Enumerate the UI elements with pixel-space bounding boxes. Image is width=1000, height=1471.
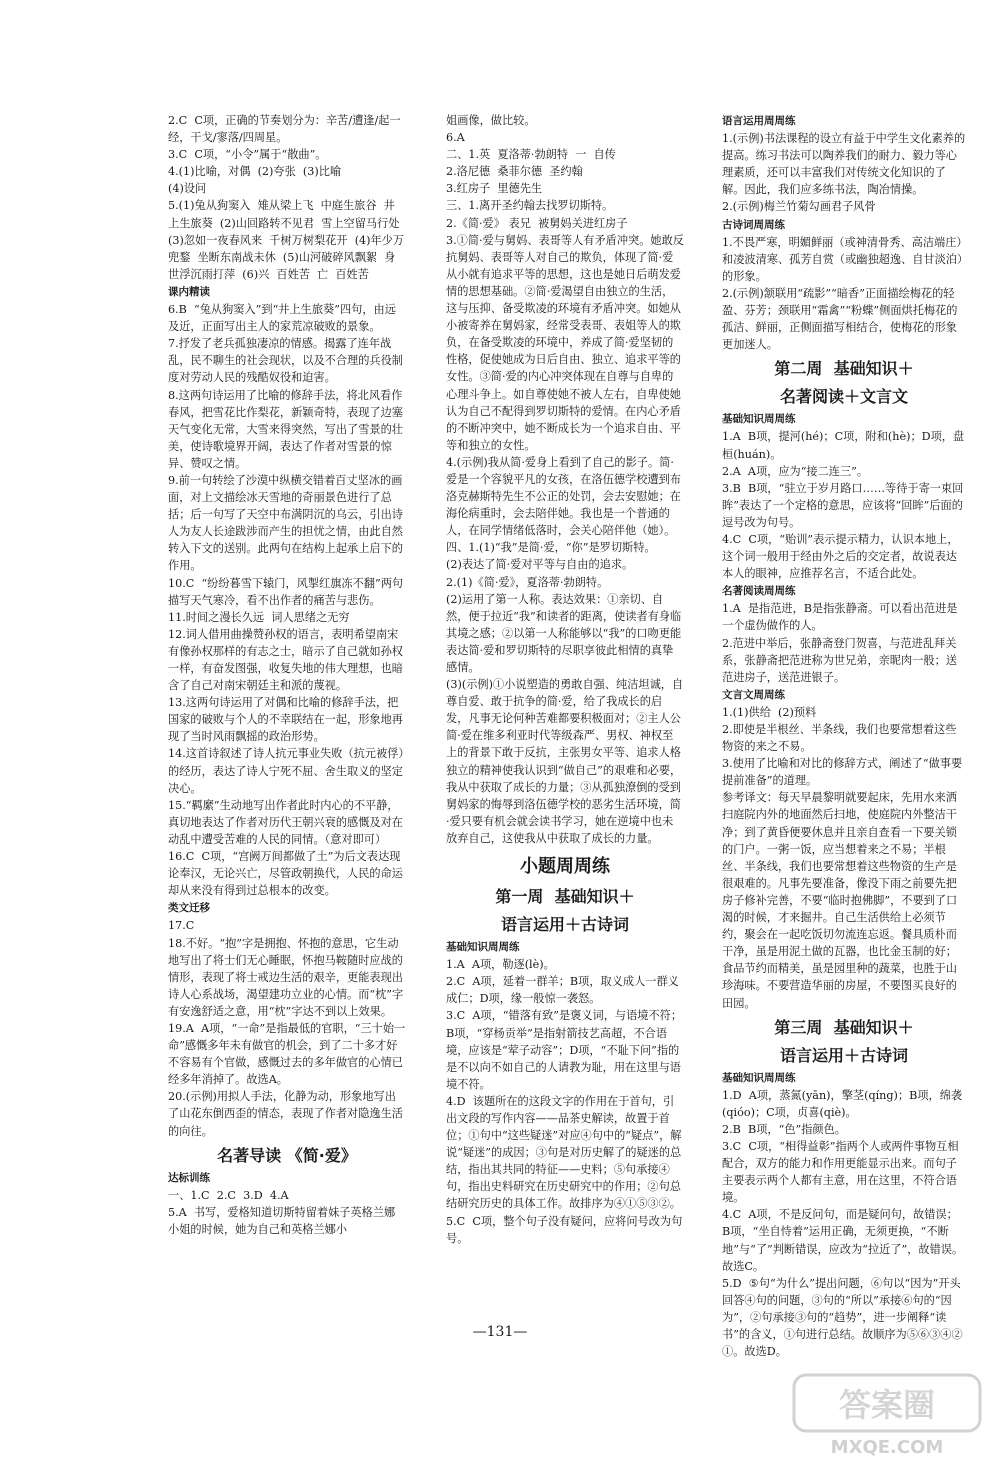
answer-paragraph: 11.时间之漫长久远 词人思绪之无穷 (168, 610, 350, 624)
section-heading: 基础知识周周练 (446, 941, 520, 954)
answer-paragraph: 14.这首诗叙述了诗人抗元事业失败（抗元被俘）的经历，表达了诗人宁死不屈、舍生取义的坚定决心。 (168, 747, 404, 795)
answer-paragraph: 5.A 书写，爱格知道切斯特留着妹子英格兰娜小姐的时候，她为自己和英格兰娜小 (168, 1205, 396, 1236)
section-heading: 文言文周周练 (722, 688, 785, 701)
answer-paragraph: 6.B “兔从狗窦入”到“井上生旅葵”四句，由远及近，正面写出主人的家荒凉破败的景象。 (168, 303, 396, 334)
answer-paragraph: 1.(示例)书法课程的设立有益于中学生文化素养的提高。练习书法可以陶养我们的耐力、毅力等心理素质，还可以丰富我们对传统文化知识的了解。因此，我们应多练书法，陶冶情操。 (722, 132, 966, 197)
answer-paragraph: 1.A 是指范进，B是指张静斋。可以看出范进是一个虚伪做作的人。 (722, 602, 958, 633)
answer-paragraph: 3.使用了比喻和对比的修辞方式，阐述了“做事要提前准备”的道理。 (722, 757, 963, 788)
answer-paragraph: 二、1.英 夏洛蒂·勃朗特 一 自传 (446, 148, 616, 162)
chapter-heading: 第二周 基础知识＋ (774, 359, 914, 379)
column-middle (446, 112, 684, 1247)
answer-paragraph: 18.不好。“抱”字是拥抱、怀抱的意思，它生动地写出了将士们无心睡眠，怀抱马鞍随时应战的情形，表现了将士戒边生活的艰辛，更能表现出诗人心系战场，渴望建功立业的心情。而“枕”字有安逸舒适之意，用“枕”字达不到以上效果。 (168, 936, 404, 1018)
answer-paragraph: 姐画像，做比较。 (446, 114, 536, 127)
answer-paragraph: 6.A (446, 131, 465, 145)
answer-paragraph: 参考译文：每天早晨黎明就要起床，先用水来洒扫庭院内外的地面然后扫地，使庭院内外整洁干净；到了黄昏便要休息并且亲自查看一下要关锁的门户。一粥一饭，应当想着来之不易；半根丝、半条线，我们也要常想着这些物资的生产是很艰难的。凡事先要准备，像没下雨之前要先把房子修补完善，不要“临时抱佛脚”，不要到了口渴的时候，才来掘井。自己生活供给上必须节约，聚会在一起吃饭切勿流连忘返。餐具质朴而干净，虽是用泥土做的瓦器，也比金玉制的好；食品节约而精美，虽是园里种的蔬菜，也胜于山珍海味。不要营造华丽的房屋，不要图买良好的田园。 (722, 791, 958, 1010)
answer-paragraph: 10.C “纷纷暮雪下辕门，风掣红旗冻不翻”两句描写天气寒冷，看不出作者的痛苦与悲伤。 (168, 576, 404, 607)
answer-paragraph: 4.(1)比喻，对偶 (2)夸张 (3)比喻 (168, 165, 342, 179)
answer-paragraph: 2.A A项，应为“接二连三”。 (722, 464, 869, 478)
chapter-heading: 第三周 基础知识＋ (774, 1017, 914, 1037)
answer-paragraph: 2.C C项，正确的节奏划分为：辛苦/遭逢/起一经，干戈/寥落/四周星。 (168, 114, 401, 145)
answer-paragraph: 1.A B项，提河(hé)；C项，附和(hè)；D项，盘桓(huán)。 (722, 430, 965, 461)
answer-paragraph: 4.C C项，“贻训”表示提示精力，认识本地上，这个词一般用于经由外之后的交定者，故说表达本人的眼神，应推荐名言，不适合此处。 (722, 532, 959, 581)
answer-paragraph: 8.这两句诗运用了比喻的修辞手法，将北风看作春风，把雪花比作梨花，新颖奇特，表现了边塞天气变化无常，大雪来得突然，写出了雪景的壮美，使诗歌境界开阔，表达了作者对雪景的惊异、赞叹之情。 (168, 388, 403, 470)
answer-paragraph: 5.D ⑤句“为什么”提出问题，⑥句以“因为”开头回答④句的问题，③句的“所以”承接⑥句的“因为”，②句承接③句的“趋势”，进一步阐释“读书”的含义，①句进行总结。故顺序为⑤⑥③④②①。故选D。 (722, 1276, 963, 1359)
answer-paragraph: 15.“羁縻”生动地写出作者此时内心的不平静，真切地表达了作者对历代王朝兴衰的感慨及对在动乱中遭受苦难的人民的同情。（意对即可） (168, 798, 403, 846)
answer-paragraph: 5.(1)兔从狗窦入 雉从梁上飞 中庭生旅谷 井上生旅葵 (2)山回路转不见君 雪上空留马行处 (3)忽如一夜春风来 千树万树梨花开 (4)年少万兜鍪 坐断东南战未休 (5)山河破碎风飘絮 身世浮沉雨打萍 (6)兴 百姓苦 亡 百姓苦 (168, 199, 407, 281)
column-left (168, 112, 406, 1238)
answer-paragraph: 3.C A项，“错落有致”是褒义词，与语境不符；B项，“穿杨贡举”是指射箭技艺高超，不合语境，应该是“荤子动容”；D项，“不耻下问”指的是不以向不如自己的人请教为耻，用在这里与语境不符。 (446, 1009, 683, 1091)
answer-paragraph: 7.抒发了老兵孤独凄凉的情感。揭露了连年战乱，民不聊生的社会现状，以及不合理的兵役制度对劳动人民的残酷奴役和迫害。 (168, 337, 403, 385)
answer-paragraph: 16.C C项，“宫阙万间都做了土”为后文表达现论奉汉，无论兴亡，尽管政朝换代，人民的命运却从来没有得到过总根本的改变。 (168, 850, 403, 898)
answer-paragraph: 1.A A项，勒逐(lè)。 (446, 958, 555, 972)
answer-paragraph: 17.C (168, 919, 195, 933)
answer-paragraph: 一、1.C 2.C 3.D 4.A (168, 1188, 289, 1202)
answer-paragraph: 3.C C项，“小令”属于“散曲”。 (168, 148, 327, 162)
answer-paragraph: 20.(示例)用拟人手法，化静为动，形象地写出了山花东倒西歪的情态，表现了作者对隐逸生活的向往。 (168, 1090, 403, 1138)
column-right (722, 112, 966, 1360)
answer-paragraph: 四、1.(1)“我”是简·爱，“你”是罗切斯特。 (446, 541, 656, 555)
answer-paragraph: 12.词人借用曲操赞孙权的语言，表明希望南宋有像孙权那样的有志之士，暗示了自己就如孙权一样，有奋发图强，收复失地的伟大理想，也暗含了自己对南宋朝廷主和派的蔑视。 (168, 627, 403, 693)
answer-paragraph: 2.(示例)颔联用“疏影”“暗香”正面描绘梅花的轻盈、芬芳；颈联用“霜禽”“粉蝶”侧面烘托梅花的孤洁、鲜丽，正侧面描写相结合，使梅花的形象更加迷人。 (722, 286, 958, 352)
chapter-heading: 语言运用＋古诗词 (500, 915, 629, 935)
section-heading: 古诗词周周练 (722, 218, 785, 231)
chapter-heading: 语言运用＋古诗词 (779, 1045, 908, 1065)
watermark-url: MXQE.COM (830, 1437, 944, 1458)
answer-paragraph: 3.①简·爱与舅妈、表哥等人有矛盾冲突。她敢反抗舅妈、表哥等人对自己的欺负，体现了简·爱从小就有追求平等的思想，这也是她日后萌发爱情的思想基础。②简·爱渴望自由独立的生活，这与压抑、备受欺凌的环境有矛盾冲突。如她从小被寄养在舅妈家，经常受表哥、表姐等人的欺负，在备受欺凌的环境中，养成了简·爱坚韧的性格，促使她成为日后自由、独立、追求平等的女性。③简·爱的内心冲突体现在自尊与自卑的心理斗争上。如自尊使她不被人左右，自卑使她认为自己不配得到罗切斯特的爱情。在内心矛盾的不断冲突中，她不断成长为一个追求自由、平等和独立的女性。 (446, 233, 684, 452)
answer-paragraph: 2.即使是半根丝、半条线，我们也要常想着这些物资的来之不易。 (722, 723, 957, 754)
answer-paragraph: 4.(示例)我从简·爱身上看到了自己的影子。简·爱是一个容貌平凡的女孩，在洛伍德学校遭到布洛克赫斯特先生不公正的处罚，会去安慰她；在海伦病重时，会去陪伴她。我也是一个普通的人，在同学情绪低落时，会关心陪伴他（她）。 (446, 455, 681, 538)
answer-paragraph: 2.B B项，“色”指颜色。 (722, 1122, 846, 1136)
answer-paragraph: 4.C A项，不是反问句，而是疑问句，故错误；B项，“坐自恃着”运用正确，无须更换，“不断地”与“了”判断错误，应改为“拉近了”，故错误。故选C。 (722, 1208, 964, 1273)
chapter-heading: 名著阅读＋文言文 (779, 387, 908, 407)
section-heading: 基础知识周周练 (722, 413, 796, 426)
answer-paragraph: 1.(1)供给 (2)预料 (722, 705, 817, 719)
section-heading: 达标训练 (168, 1171, 210, 1184)
answer-paragraph: 2.《简·爱》 表兄 被舅妈关进红房子 (446, 216, 628, 230)
chapter-heading: 小题周周练 (520, 856, 610, 878)
answer-paragraph: 2.(1)《简·爱》，夏洛蒂·勃朗特。 (446, 575, 609, 589)
answer-paragraph: (4)设问 (168, 182, 207, 196)
section-heading: 类文迁移 (168, 902, 210, 915)
chapter-heading: 名著导读 《简·爱》 (217, 1145, 357, 1165)
answer-paragraph: 13.这两句诗运用了对偶和比喻的修辞手法，把国家的破败与个人的不幸联结在一起，形象地再现了当时风雨飘摇的政治形势。 (168, 696, 403, 744)
answer-paragraph: 3.C C项，“相得益彰”指两个人或两件事物互相配合，双方的能力和作用更能显示出来。而句子主要表示两个人都有主意，用在这里，不符合语境。 (722, 1139, 959, 1205)
answer-paragraph: (2)运用了第一人称。表达效果：①亲切、自然，便于拉近“我”和读者的距离，使读者有身临其境之感；②以第一人称能够以“我”的口吻更能表达简·爱和罗切斯特的尽职享彼此相情的真挚感情。 (446, 592, 682, 674)
answer-paragraph: 1.不畏严寒，明媚鲜丽（或神清骨秀、高洁端庄）和凌波清寒、孤芳自赏（或幽独超逸、自甘淡泊）的形象。 (722, 235, 963, 283)
section-heading: 语言运用周周练 (722, 115, 796, 127)
answer-paragraph: 3.红房子 里德先生 (446, 182, 543, 196)
answer-paragraph: 2.C A项，延着一群羊；B项，取义成人一群义成仁；D项，缘一般惊一袭怒。 (446, 975, 679, 1006)
answer-paragraph: 三、1.离开圣约翰去找罗切斯特。 (446, 199, 614, 213)
watermark-logo (792, 1373, 982, 1459)
answer-paragraph: 2.洛尼德 桑菲尔德 圣约翰 (446, 165, 583, 179)
section-heading: 课内精读 (168, 285, 210, 298)
watermark-title: 答案圈 (838, 1386, 936, 1424)
answer-paragraph: (3)(示例)①小说塑造的勇敢自强、纯洁坦诚，自尊自爱、敢于抗争的简·爱，给了我成长的启发，凡事无论何种苦难都要积极面对；②主人公简·爱在维多利亚时代等级森严、男权、神权至上的背景下敢于反抗，主张男女平等、追求人格独立的精神使我认识到“做自己”的艰难和必要，我从中获取了成长的力量；③从孤独潦倒的受到舅妈家的悔辱到洛伍德学校的恶劣生活环境，简·爱只要有机会就会读书学习，她在逆境中也未放弃自己，这使我从中获取了成长的力量。 (446, 678, 684, 845)
answer-paragraph: 2.(示例)梅兰竹菊勾画君子风骨 (722, 200, 876, 214)
page-number: —131— (472, 1324, 528, 1340)
answer-paragraph: 3.B B项，“驻立于岁月路口……等待于寄一束回眸”表达了一个定格的意思，应该将“回眸”后面的逗号改为句号。 (722, 481, 964, 529)
section-heading: 名著阅读周周练 (722, 585, 796, 598)
answer-paragraph: 1.D A项，蒸氮(yān)，擎茎(qíng)；B项，绵袭(qióo)；C项，贞喜(qiè)。 (722, 1088, 963, 1119)
section-heading: 基础知识周周练 (722, 1071, 796, 1084)
answer-paragraph: 19.A A项，“一命”是指最低的官职，“三十始一命”感慨多年未有做官的机会，到了二十多才好不容易有个官做，感慨过去的多年做官的心情已经多年消掉了。故选A。 (168, 1021, 406, 1087)
answer-paragraph: 9.前一句转绘了沙漠中纵横交错着百丈坚冰的画面，对上文描绘冰天雪地的奇丽景色进行了总括；后一句写了天空中布满阴沉的乌云，引出诗人为友人长途跋涉而产生的担忧之情，由此自然转入下文的送别。此两句在结构上起承上启下的作用。 (168, 473, 403, 573)
answer-paragraph: 4.D 该题所在的这段文字的作用在于首句，引出文段的写作内容——品茶史解读，故置于首位；①句中“这些疑迷”对应④句中的“疑点”，解说“疑迷”的成因；③句是对历史解了的疑迷的总结，指出其共同的特征——史料；⑤句承接④句，指出史料研究在历史研究中的作用；②句总结研究历史的具体工作。故排序为④①⑤③②。 (446, 1094, 682, 1211)
answer-paragraph: 5.C C项，整个句子没有疑问，应将问号改为句号。 (446, 1214, 683, 1245)
answer-paragraph: 2.范进中举后，张静斋登门贺喜，与范进乱拜关系，张静斋把范进称为世兄弟，亲昵肉一般；送范进房子，送范进银子。 (722, 636, 957, 684)
chapter-heading: 第一周 基础知识＋ (495, 887, 635, 907)
answer-paragraph: (2)表达了简·爱对平等与自由的追求。 (446, 558, 634, 572)
